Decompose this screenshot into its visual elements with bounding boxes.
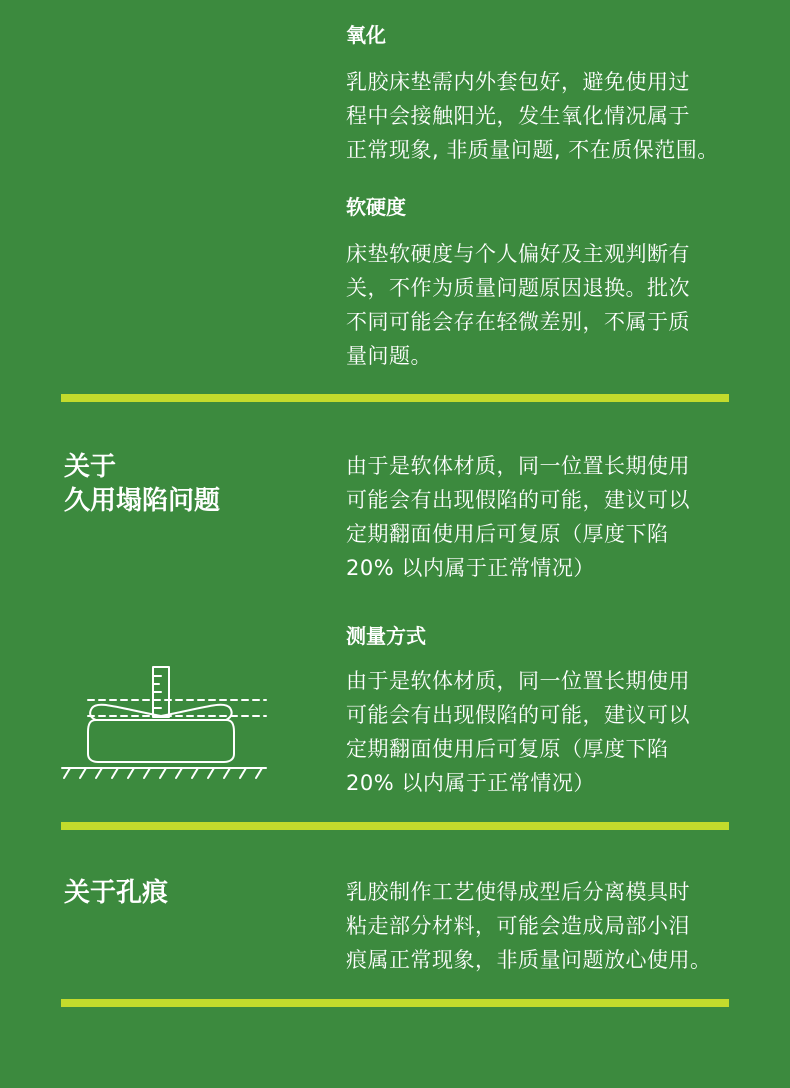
section-divider xyxy=(61,394,729,402)
firmness-line: 床垫软硬度与个人偏好及主观判断有 xyxy=(346,242,690,266)
sagging-line: 可能会有出现假陷的可能，建议可以 xyxy=(346,488,690,512)
pinholes-title-line: 关于孔痕 xyxy=(64,878,169,908)
section-divider xyxy=(61,822,729,830)
ground-icon xyxy=(62,768,266,778)
firmness-heading: 软硬度 xyxy=(346,195,406,219)
measure-section xyxy=(346,622,746,800)
sagging-title-line: 久用塌陷问题 xyxy=(64,486,221,516)
ruler-icon xyxy=(153,667,169,717)
sagging-line: 20% 以内属于正常情况） xyxy=(346,556,595,580)
firmness-section xyxy=(346,193,746,373)
firmness-line: 关，不作为质量问题原因退换。批次 xyxy=(346,276,690,300)
sagging-line: 定期翻面使用后可复原（厚度下陷 xyxy=(346,522,669,546)
oxidation-line: 乳胶床垫需内外套包好，避免使用过 xyxy=(346,70,690,94)
section-divider xyxy=(61,999,729,1007)
sagging-title xyxy=(64,450,220,518)
pinholes-line: 粘走部分材料，可能会造成局部小泪 xyxy=(346,914,690,938)
sagging-line: 由于是软体材质，同一位置长期使用 xyxy=(346,454,690,478)
firmness-text xyxy=(346,237,746,373)
oxidation-section xyxy=(346,21,746,167)
measure-line: 由于是软体材质，同一位置长期使用 xyxy=(346,669,690,693)
pinholes-section xyxy=(346,875,746,977)
pinholes-title xyxy=(64,876,168,910)
measure-heading: 测量方式 xyxy=(346,624,426,648)
pinholes-line: 痕属正常现象，非质量问题放心使用。 xyxy=(346,948,712,972)
firmness-line: 量问题。 xyxy=(346,344,432,368)
measure-line: 20% 以内属于正常情况） xyxy=(346,771,595,795)
oxidation-line: 程中会接触阳光，发生氧化情况属于 xyxy=(346,104,690,128)
pinholes-text xyxy=(346,875,746,977)
pinholes-line: 乳胶制作工艺使得成型后分离模具时 xyxy=(346,880,690,904)
mattress-icon xyxy=(88,705,234,762)
measure-line: 定期翻面使用后可复原（厚度下陷 xyxy=(346,737,669,761)
measure-text xyxy=(346,664,746,800)
oxidation-line: 正常现象, 非质量问题, 不在质保范围。 xyxy=(346,138,719,162)
mattress-measure-illustration xyxy=(58,662,270,782)
sagging-text xyxy=(346,449,746,585)
sagging-title-line: 关于 xyxy=(64,452,117,482)
oxidation-heading: 氧化 xyxy=(346,23,386,47)
firmness-line: 不同可能会存在轻微差别，不属于质 xyxy=(346,310,690,334)
sagging-section xyxy=(346,449,746,585)
measure-line: 可能会有出现假陷的可能，建议可以 xyxy=(346,703,690,727)
oxidation-text xyxy=(346,65,746,167)
